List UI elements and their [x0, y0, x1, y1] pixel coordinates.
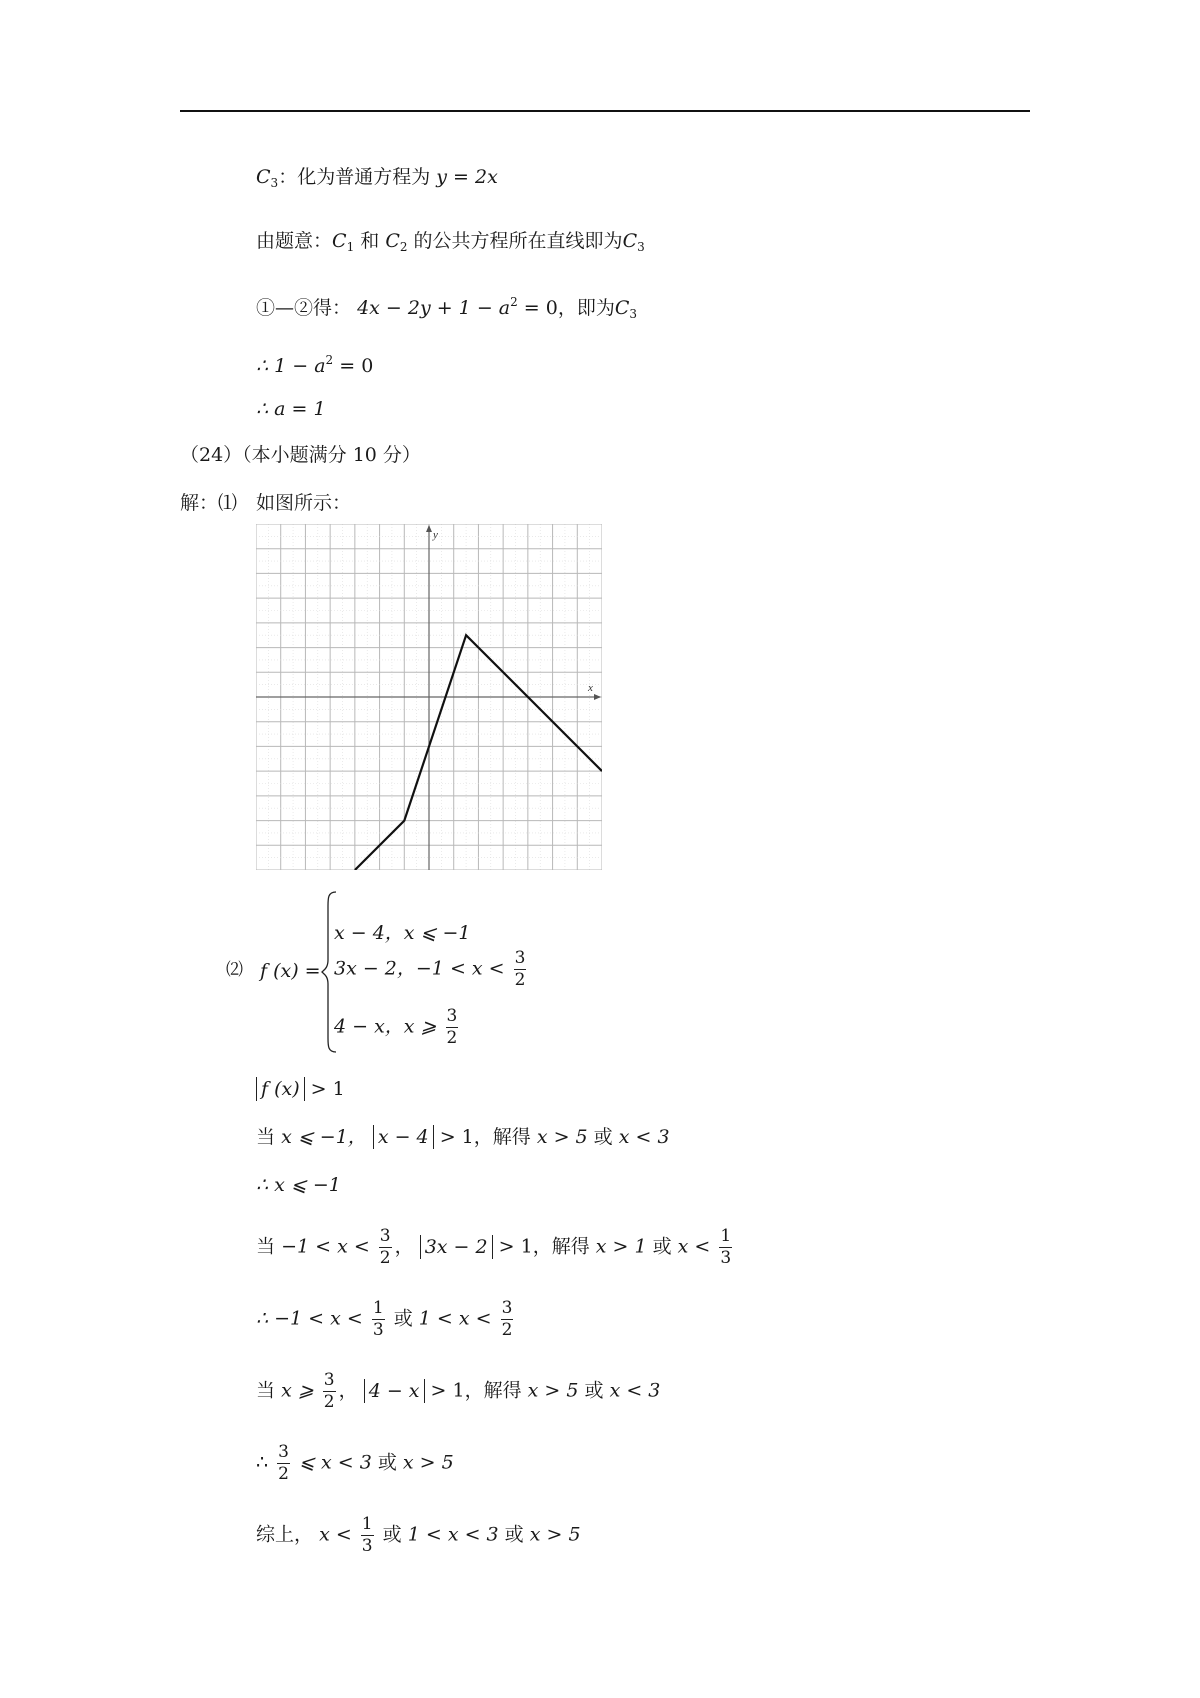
line-therefore-1: [256, 354, 373, 376]
fraction: [361, 1514, 374, 1557]
line-subtract: [256, 296, 637, 320]
fraction: [514, 948, 527, 991]
question-24-heading: [180, 446, 421, 465]
text: ①—②得：: [256, 297, 352, 319]
denominator: 2: [379, 1248, 391, 1268]
text: ，: [394, 1235, 414, 1258]
case-text: 4 − x，x ⩾: [334, 1015, 437, 1038]
text: x < 3: [618, 1126, 670, 1148]
numerator: 3: [501, 1298, 513, 1318]
numerator: 3: [278, 1442, 289, 1462]
numerator: 1: [361, 1514, 373, 1534]
heading-text: （24）（本小题满分 10 分）: [180, 444, 421, 466]
text: 1 < x < 3: [407, 1523, 499, 1546]
abs-expr: 4 − x: [364, 1379, 425, 1403]
equation: 4x − 2y + 1 − a: [357, 297, 511, 319]
fraction: [277, 1442, 290, 1485]
abs-expr: f (x): [256, 1077, 305, 1101]
text: > 1，解得: [439, 1126, 531, 1148]
text: 由题意：: [256, 230, 333, 252]
case-text: 3x − 2，−1 < x <: [334, 957, 505, 980]
text: ∴ x ⩽ −1: [256, 1174, 341, 1196]
denominator: 2: [446, 1028, 458, 1048]
fraction: [719, 1226, 732, 1269]
text: > 1，解得: [498, 1235, 590, 1258]
text: 当: [256, 1379, 276, 1402]
x-axis-arrow: [594, 694, 601, 700]
final-conclusion: [256, 1514, 581, 1557]
fraction: [323, 1370, 336, 1413]
text: 或: [504, 1523, 524, 1546]
line-common-chord: [256, 232, 645, 253]
text: 的公共方程所在直线即为: [413, 230, 623, 252]
numerator: 3: [514, 948, 526, 968]
fraction: [501, 1298, 514, 1341]
text: 当: [256, 1126, 276, 1148]
step-result-2: [256, 1298, 516, 1341]
text: x <: [319, 1523, 352, 1546]
numerator: 3: [379, 1226, 391, 1246]
text: x > 5: [402, 1451, 454, 1474]
line-therefore-2: [256, 400, 326, 419]
c2-label: C: [385, 230, 400, 252]
text: x > 1: [595, 1235, 647, 1258]
text: 1 < x <: [418, 1307, 492, 1330]
case-1: [334, 918, 471, 945]
numerator: 3: [323, 1370, 335, 1390]
denominator: 2: [278, 1464, 289, 1484]
text: ∴: [256, 1451, 269, 1474]
equation: ∴ a = 1: [256, 398, 326, 420]
text: −1 < x <: [281, 1235, 370, 1258]
sup: 2: [325, 353, 334, 367]
text: 当: [256, 1235, 276, 1258]
case-text: x − 4，x ⩽ −1: [334, 922, 471, 944]
axes: [256, 525, 601, 870]
text: 综上，: [256, 1523, 314, 1546]
text: x > 5: [536, 1126, 588, 1148]
equation: = 0: [339, 355, 374, 377]
y-axis-arrow: [426, 525, 432, 532]
text: > 1，解得: [430, 1379, 522, 1402]
text: ∴ −1 < x <: [256, 1307, 363, 1330]
denominator: 3: [372, 1320, 384, 1340]
c1-sub: 1: [346, 240, 355, 254]
sup: 2: [510, 295, 518, 309]
text: 或: [652, 1235, 672, 1258]
fx-label: f (x) =: [260, 960, 321, 982]
c3-text: ：化为普通方程为: [278, 166, 431, 188]
equation: = 0: [523, 297, 558, 319]
denominator: 2: [501, 1320, 513, 1340]
c2-sub: 2: [399, 240, 408, 254]
x-axis-label: x: [588, 682, 593, 694]
text: 和: [360, 230, 380, 252]
graph-svg: [256, 524, 602, 870]
c3-label: C: [614, 297, 630, 319]
denominator: 2: [514, 970, 526, 990]
c3-sub: 3: [270, 176, 279, 190]
case-3: [334, 1006, 461, 1049]
numerator: 1: [372, 1298, 384, 1318]
step-case-3: [256, 1370, 660, 1413]
numerator: 3: [446, 1006, 458, 1026]
text: ⩽ x < 3: [299, 1451, 372, 1474]
step-result-1: [256, 1176, 341, 1195]
denominator: 3: [720, 1248, 732, 1268]
c3-sub: 3: [629, 307, 638, 321]
text: x > 5: [527, 1379, 579, 1402]
denominator: 2: [323, 1392, 335, 1412]
abs-expr: 3x − 2: [420, 1235, 493, 1259]
text: 或: [584, 1379, 604, 1402]
step-case-1: [256, 1128, 670, 1147]
text: x ⩾: [281, 1379, 314, 1402]
c3-sub: 3: [637, 240, 645, 254]
c3-label: C: [256, 166, 271, 188]
abs-inequality: [256, 1080, 345, 1099]
text: 或: [382, 1523, 402, 1546]
equation: ∴ 1 − a: [256, 355, 326, 377]
text: 或: [393, 1307, 413, 1330]
step-case-2: [256, 1226, 735, 1269]
text: x < 3: [609, 1379, 661, 1402]
abs-expr: x − 4: [373, 1125, 434, 1149]
c3-eq: y = 2x: [436, 166, 498, 188]
fraction: [446, 1006, 459, 1049]
c3-label: C: [622, 230, 638, 252]
y-axis-label: y: [433, 529, 438, 541]
text: > 1: [310, 1078, 345, 1100]
text: x <: [677, 1235, 711, 1258]
text: 或: [593, 1126, 613, 1148]
function-graph: [256, 524, 602, 870]
text: ，即为: [557, 297, 615, 319]
part-label: ⑵: [226, 960, 243, 980]
case-2: [334, 948, 529, 991]
text: ，: [338, 1379, 358, 1402]
numerator: 1: [720, 1226, 732, 1246]
header-rule: [180, 110, 1030, 112]
line-c3-equation: [256, 168, 498, 189]
fraction: [379, 1226, 392, 1269]
text: 解：⑴ 如图所示：: [180, 492, 352, 514]
c1-label: C: [332, 230, 347, 252]
text: 或: [377, 1451, 397, 1474]
text: x ⩽ −1，: [281, 1126, 367, 1148]
fraction: [372, 1298, 385, 1341]
denominator: 3: [361, 1536, 373, 1556]
piecewise-label: [226, 962, 243, 979]
piecewise-fx: [260, 962, 321, 981]
solution-1: [180, 494, 351, 513]
step-result-3: [256, 1442, 454, 1485]
text: x > 5: [529, 1523, 581, 1546]
